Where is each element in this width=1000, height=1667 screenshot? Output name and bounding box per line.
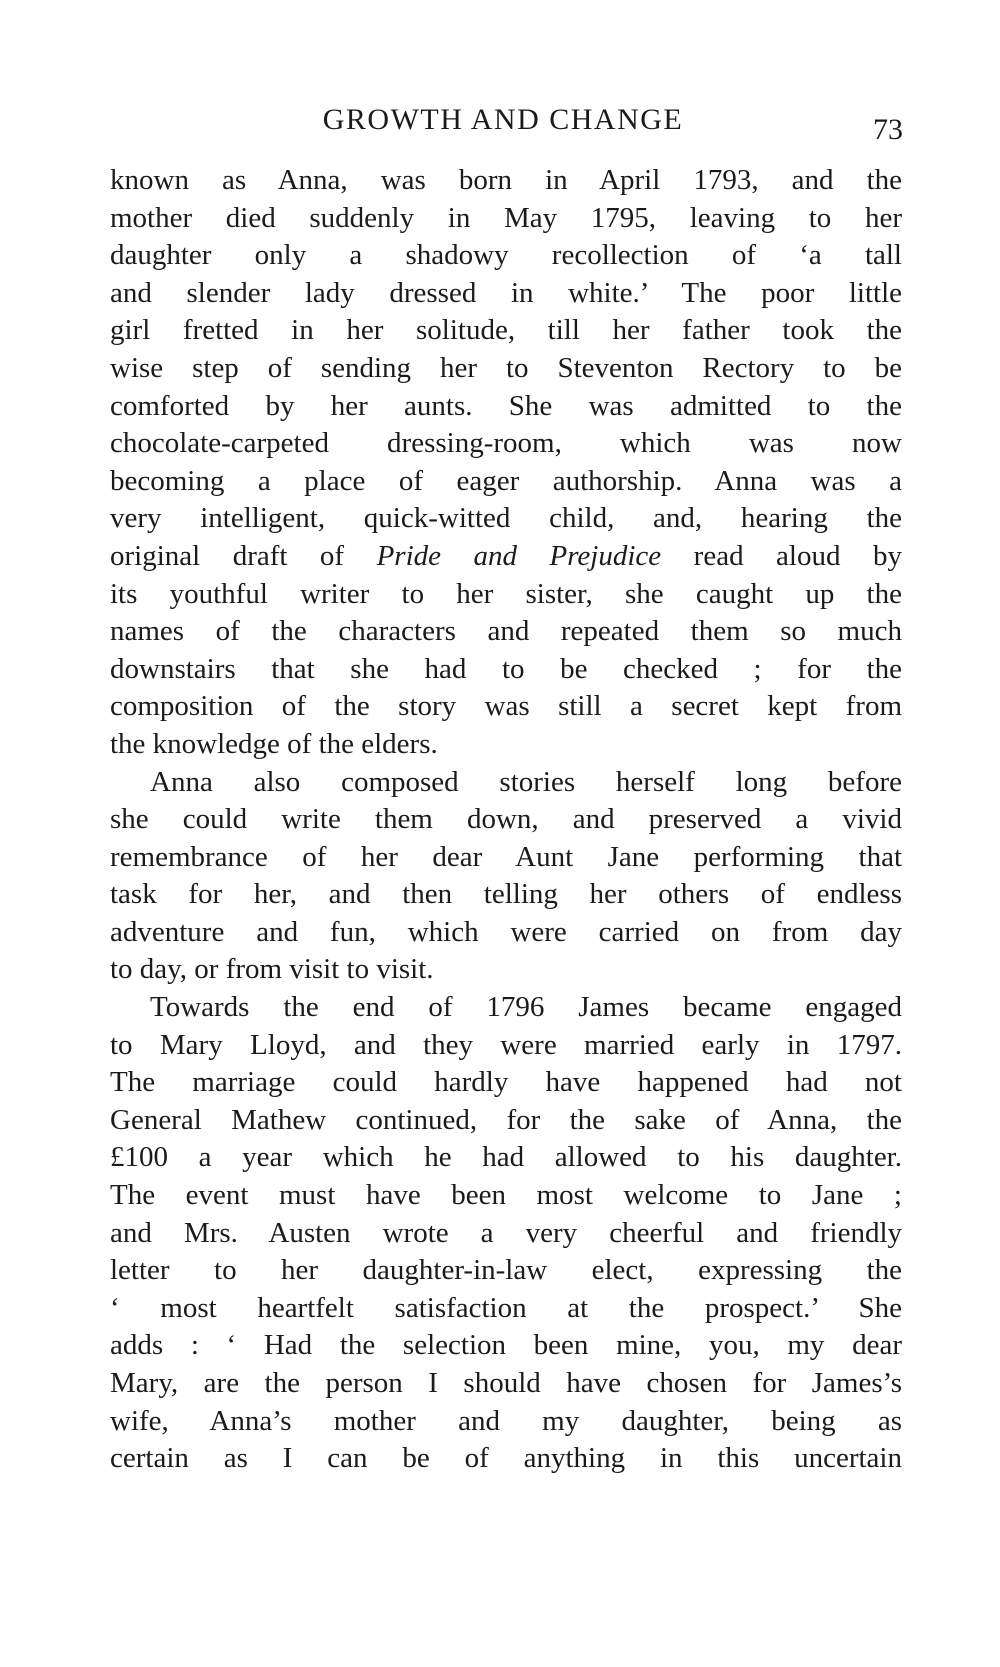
text-line: comforted by her aunts. She was admitted to the (110, 389, 902, 422)
text-line: to Mary Lloyd, and they were married early in 1797. (110, 1028, 902, 1061)
paragraph-end-line: the knowledge of the elders. (110, 727, 438, 760)
text-line: mother died suddenly in May 1795, leaving to her (110, 201, 902, 234)
text-line: remembrance of her dear Aunt Jane performing that (110, 840, 902, 873)
text-line: The marriage could hardly have happened had not (110, 1066, 902, 1099)
text-line: composition of the story was still a secret kept from (110, 690, 902, 723)
text-segment: original draft of (110, 539, 377, 572)
text-line: and Mrs. Austen wrote a very cheerful and friendly (110, 1216, 902, 1249)
text-line: chocolate-carpeted dressing-room, which was now (110, 427, 902, 460)
paragraph-start-line: Anna also composed stories herself long before (150, 765, 902, 798)
text-line: names of the characters and repeated them so much (110, 615, 902, 648)
text-line: Mary, are the person I should have chosen for James’s (110, 1367, 902, 1399)
page-number: 73 (873, 113, 903, 146)
text-line: The event must have been most welcome to Jane ; (110, 1179, 902, 1212)
text-line: and slender lady dressed in white.’ The poor little (110, 276, 902, 309)
text-line: she could write them down, and preserved a vivid (110, 803, 902, 836)
text-line: girl fretted in her solitude, till her father took the (110, 314, 902, 347)
paragraph-end-line: to day, or from visit to visit. (110, 953, 434, 986)
text-line-with-title (110, 538, 902, 576)
paragraph-start-line: Towards the end of 1796 James became engaged (150, 991, 902, 1024)
running-title: GROWTH AND CHANGE (322, 103, 684, 136)
text-line: downstairs that she had to be checked ; for the (110, 652, 902, 685)
text-line: £100 a year which he had allowed to his daughter. (110, 1141, 902, 1174)
text-segment: read aloud by (661, 539, 902, 572)
text-line: wise step of sending her to Steventon Rectory to be (110, 351, 902, 384)
body-text (110, 162, 902, 1478)
text-line: daughter only a shadowy recollection of ‘a tall (110, 239, 902, 272)
text-line: its youthful writer to her sister, she caught up the (110, 577, 902, 610)
text-line: wife, Anna’s mother and my daughter, being as (110, 1404, 902, 1437)
text-line: ‘ most heartfelt satisfaction at the prospect.’ She (110, 1291, 902, 1324)
text-line: adventure and fun, which were carried on from day (110, 915, 902, 948)
text-line: certain as I can be of anything in this uncertain (110, 1442, 902, 1475)
text-line: task for her, and then telling her others of endless (110, 878, 902, 911)
text-line: known as Anna, was born in April 1793, and the (110, 164, 902, 196)
text-line: adds : ‘ Had the selection been mine, you, my dear (110, 1329, 902, 1362)
book-title-italic: Pride and Prejudice (376, 539, 662, 572)
text-line: becoming a place of eager authorship. Anna was a (110, 464, 902, 497)
text-line: General Mathew continued, for the sake of Anna, the (110, 1103, 902, 1136)
running-head (103, 98, 903, 146)
text-line: very intelligent, quick-witted child, and, hearing the (110, 502, 902, 535)
text-line: letter to her daughter-in-law elect, expressing the (110, 1254, 902, 1287)
